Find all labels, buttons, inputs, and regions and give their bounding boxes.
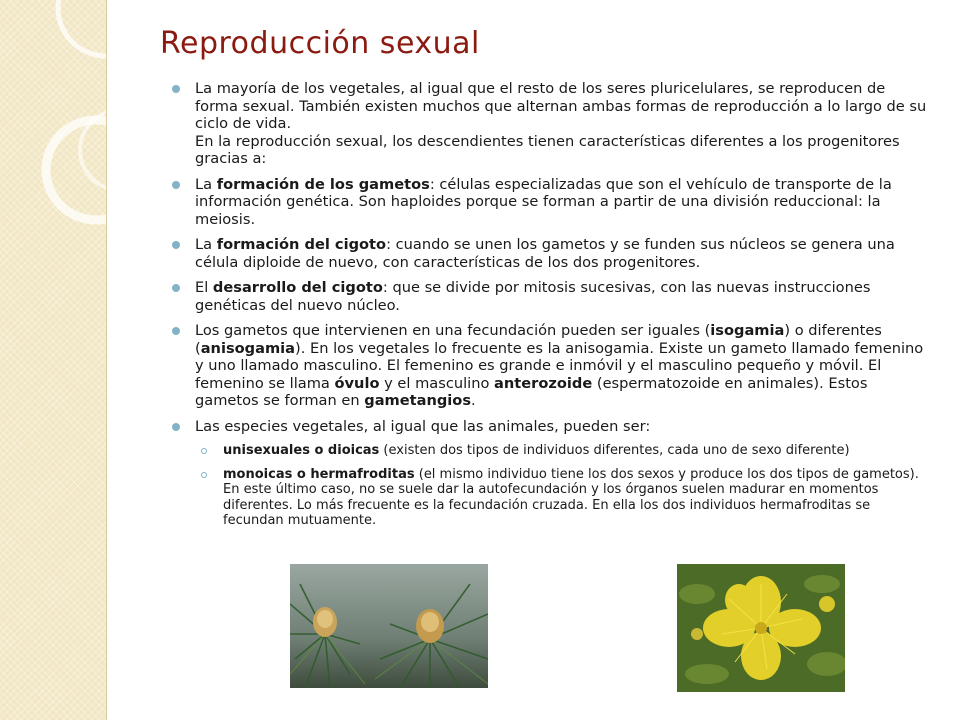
bullet-text: Las especies vegetales, al igual que las animales, pueden ser: — [195, 417, 651, 435]
page-title: Reproducción sexual — [160, 26, 480, 61]
bullet-dot-icon — [172, 423, 180, 431]
bullet-text: La — [195, 236, 217, 253]
bullet-text: ). En los vegetales lo frecuente es la anisogamia. Existe un gameto llamado femenino y uno llamado masculino. El femenino es grande e inmóvil y el masculino pequeño y móvil. El femenino se llama — [195, 339, 924, 392]
bullet-text: y el masculino — [379, 374, 495, 392]
list-item — [172, 322, 927, 410]
bullet-text: . — [471, 392, 476, 409]
bullet-text: : cuando se unen los gametos y se funden sus núcleos se genera una célula diploide de nuevo, con características de los dos progenitores. — [195, 236, 895, 271]
bullet-text: (el mismo individuo tiene los dos sexos y produce los dos tipos de gametos). En este último caso, no se suele dar la autofecundación y los órganos suelen madurar en momentos diferentes. Lo más frecuente es la fecundación cruzada. En ella los dos individuos hermafroditas se fecundan mutuamente. — [223, 466, 919, 528]
list-item — [172, 176, 927, 229]
bullet-dot-icon — [172, 85, 180, 93]
bullet-dot-icon — [172, 241, 180, 249]
sub-list-item — [195, 443, 927, 459]
bullet-text: ) o diferentes ( — [195, 322, 882, 357]
bullet-text: : que se divide por mitosis sucesivas, con las nuevas instrucciones genéticas del nuevo núcleo. — [195, 279, 871, 314]
sub-list-item — [195, 467, 927, 529]
bullet-keyword: monoicas o hermafroditas — [223, 466, 415, 482]
bullet-keyword: gametangios — [364, 392, 472, 409]
bullet-dot-icon — [172, 284, 180, 292]
bullet-keyword: óvulo — [334, 374, 380, 392]
bullet-text: : células especializadas que son el vehículo de transporte de la información genética. Son haploides porque se forman a partir de una división reduccional: la meiosis. — [195, 175, 892, 228]
sub-bullet-list — [195, 443, 927, 529]
decorative-side-band — [0, 0, 107, 720]
bullet-keyword: formación de los gametos — [216, 175, 430, 193]
bullet-keyword: isogamia — [710, 322, 785, 339]
bullet-dot-icon — [172, 327, 180, 335]
bullet-dot-icon — [172, 181, 180, 189]
bullet-text: Los gametos que intervienen en una fecundación pueden ser iguales ( — [195, 322, 711, 339]
bullet-text: El — [195, 279, 213, 296]
bullet-text: En la reproducción sexual, los descendientes tienen características diferentes a los progenitores gracias a: — [195, 132, 900, 167]
pine-cones-photo — [290, 564, 488, 688]
bullet-list — [172, 80, 927, 529]
list-item — [172, 80, 927, 168]
bullet-text: (existen dos tipos de individuos diferentes, cada uno de sexo diferente) — [379, 443, 850, 458]
list-item — [172, 236, 927, 271]
bullet-text: La — [195, 175, 217, 193]
list-item — [172, 279, 927, 314]
sub-bullet-ring-icon — [201, 448, 207, 454]
bullet-text: La mayoría de los vegetales, al igual que el resto de los seres pluricelulares, se reproducen de forma sexual. También existen muchos que alternan ambas formas de reproducción a lo largo de su ciclo de vida. — [195, 80, 927, 132]
decorative-rings — [0, 0, 106, 720]
bullet-text: (espermatozoide en animales). Estos gametos se forman en — [195, 374, 868, 409]
list-item — [172, 418, 927, 529]
bullet-keyword: anterozoide — [494, 374, 593, 392]
bullet-keyword: unisexuales o dioicas — [223, 443, 380, 458]
sub-bullet-ring-icon — [201, 472, 207, 478]
bullet-keyword: desarrollo del cigoto — [212, 279, 383, 296]
yellow-flower-photo — [677, 564, 845, 692]
slide-content — [172, 80, 927, 537]
bullet-keyword: formación del cigoto — [216, 236, 387, 253]
bullet-keyword: anisogamia — [200, 339, 296, 357]
